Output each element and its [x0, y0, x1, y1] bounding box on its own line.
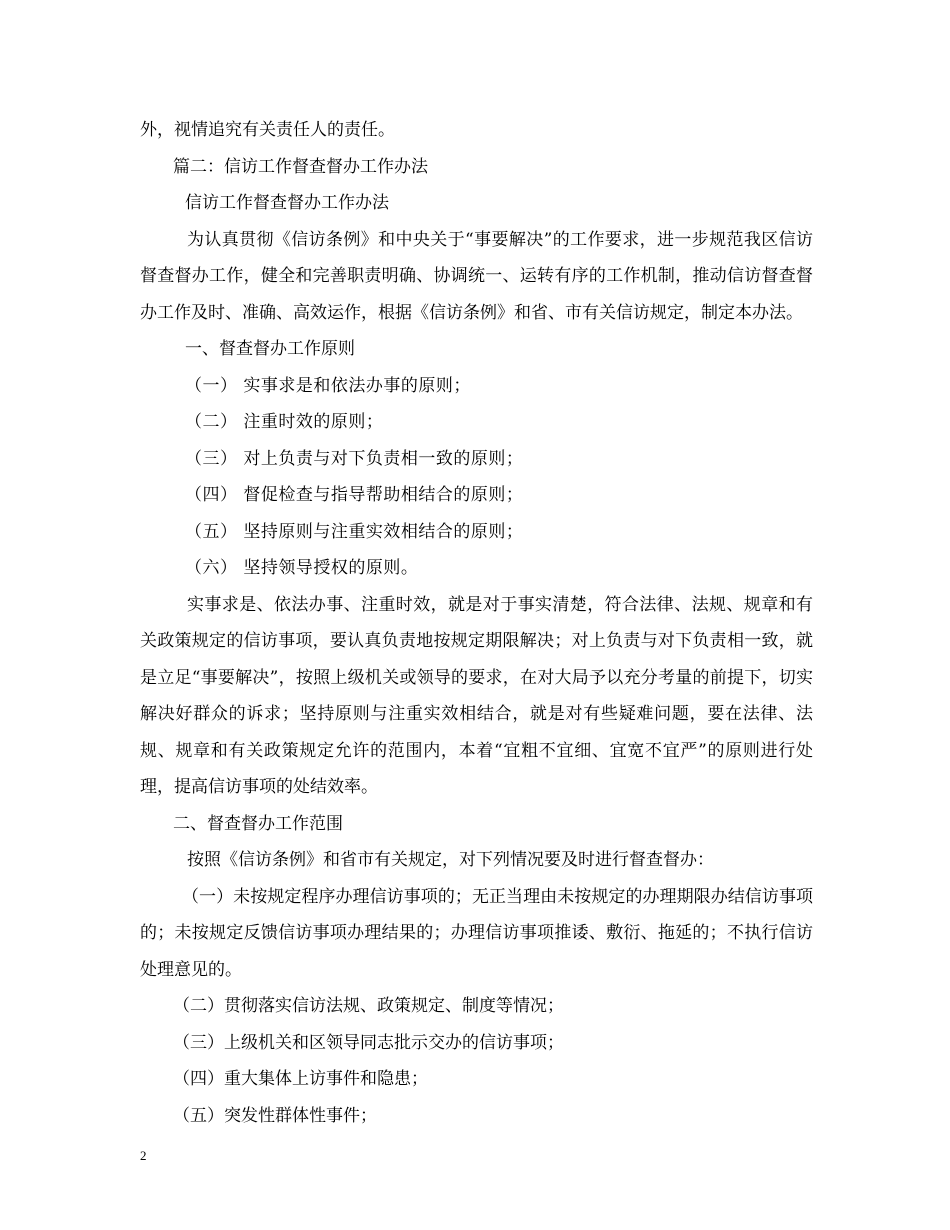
principles-explanation: 实事求是、依法办事、注重时效，就是对于事实清楚，符合法律、法规、规章和有关政策规定的信访事项，要认真负责地按规定期限解决；对上负责与对下负责相一致，就是立足“事要解决”，按照上级机关或领导的要求，在对大局予以充分考量的前提下，切实解决好群众的诉求；坚持原则与注重实效相结合，就是对有些疑难问题，要在法律、法规、规章和有关政策规定允许的范围内，本着“宜粗不宜细、宜宽不宜严”的原则进行处理，提高信访事项的处结效率。 [140, 594, 813, 797]
section-heading: 篇二：信访工作督查督办工作办法 [173, 156, 428, 177]
document-body [140, 112, 813, 1134]
scope-intro: 按照《信访条例》和省市有关规定，对下列情况要及时进行督查督办： [187, 850, 714, 870]
list-item: （二） 注重时效的原则； [185, 412, 384, 432]
scope-item: （四）重大集体上访事件和隐患； [173, 1069, 428, 1089]
heading-scope: 二、督查督办工作范围 [173, 813, 343, 834]
scope-item: （二）贯彻落实信访法规、政策规定、制度等情况； [173, 996, 564, 1016]
scope-item: （一）未按规定程序办理信访事项的；无正当理由未按规定的办理期限办结信访事项的；未按规定反馈信访事项办理结果的；办理信访事项推诿、敷衍、拖延的；不执行信访处理意见的。 [140, 886, 813, 980]
heading-principles: 一、督查督办工作原则 [185, 339, 355, 359]
paragraph-continuation: 外，视情追究有关责任人的责任。 [140, 120, 395, 140]
document-title: 信访工作督查督办工作办法 [185, 193, 389, 213]
list-item: （三） 对上负责与对下负责相一致的原则； [185, 448, 524, 469]
list-item: （五） 坚持原则与注重实效相结合的原则； [185, 521, 524, 542]
list-item: （四） 督促检查与指导帮助相结合的原则； [185, 485, 524, 505]
principles-list [140, 368, 813, 587]
scope-item: （五）突发性群体性事件； [173, 1105, 377, 1126]
list-item: （六） 坚持领导授权的原则。 [185, 558, 419, 578]
scope-item: （三）上级机关和区领导同志批示交办的信访事项； [173, 1032, 564, 1053]
page-number: 2 [140, 1148, 147, 1163]
list-item: （一） 实事求是和依法办事的原则； [185, 375, 471, 396]
intro-paragraph: 为认真贯彻《信访条例》和中央关于“事要解决”的工作要求，进一步规范我区信访督查督办工作，健全和完善职责明确、协调统一、运转有序的工作机制，推动信访督查督办工作及时、准确、高效运作，根据《信访条例》和省、市有关信访规定，制定本办法。 [140, 229, 813, 323]
